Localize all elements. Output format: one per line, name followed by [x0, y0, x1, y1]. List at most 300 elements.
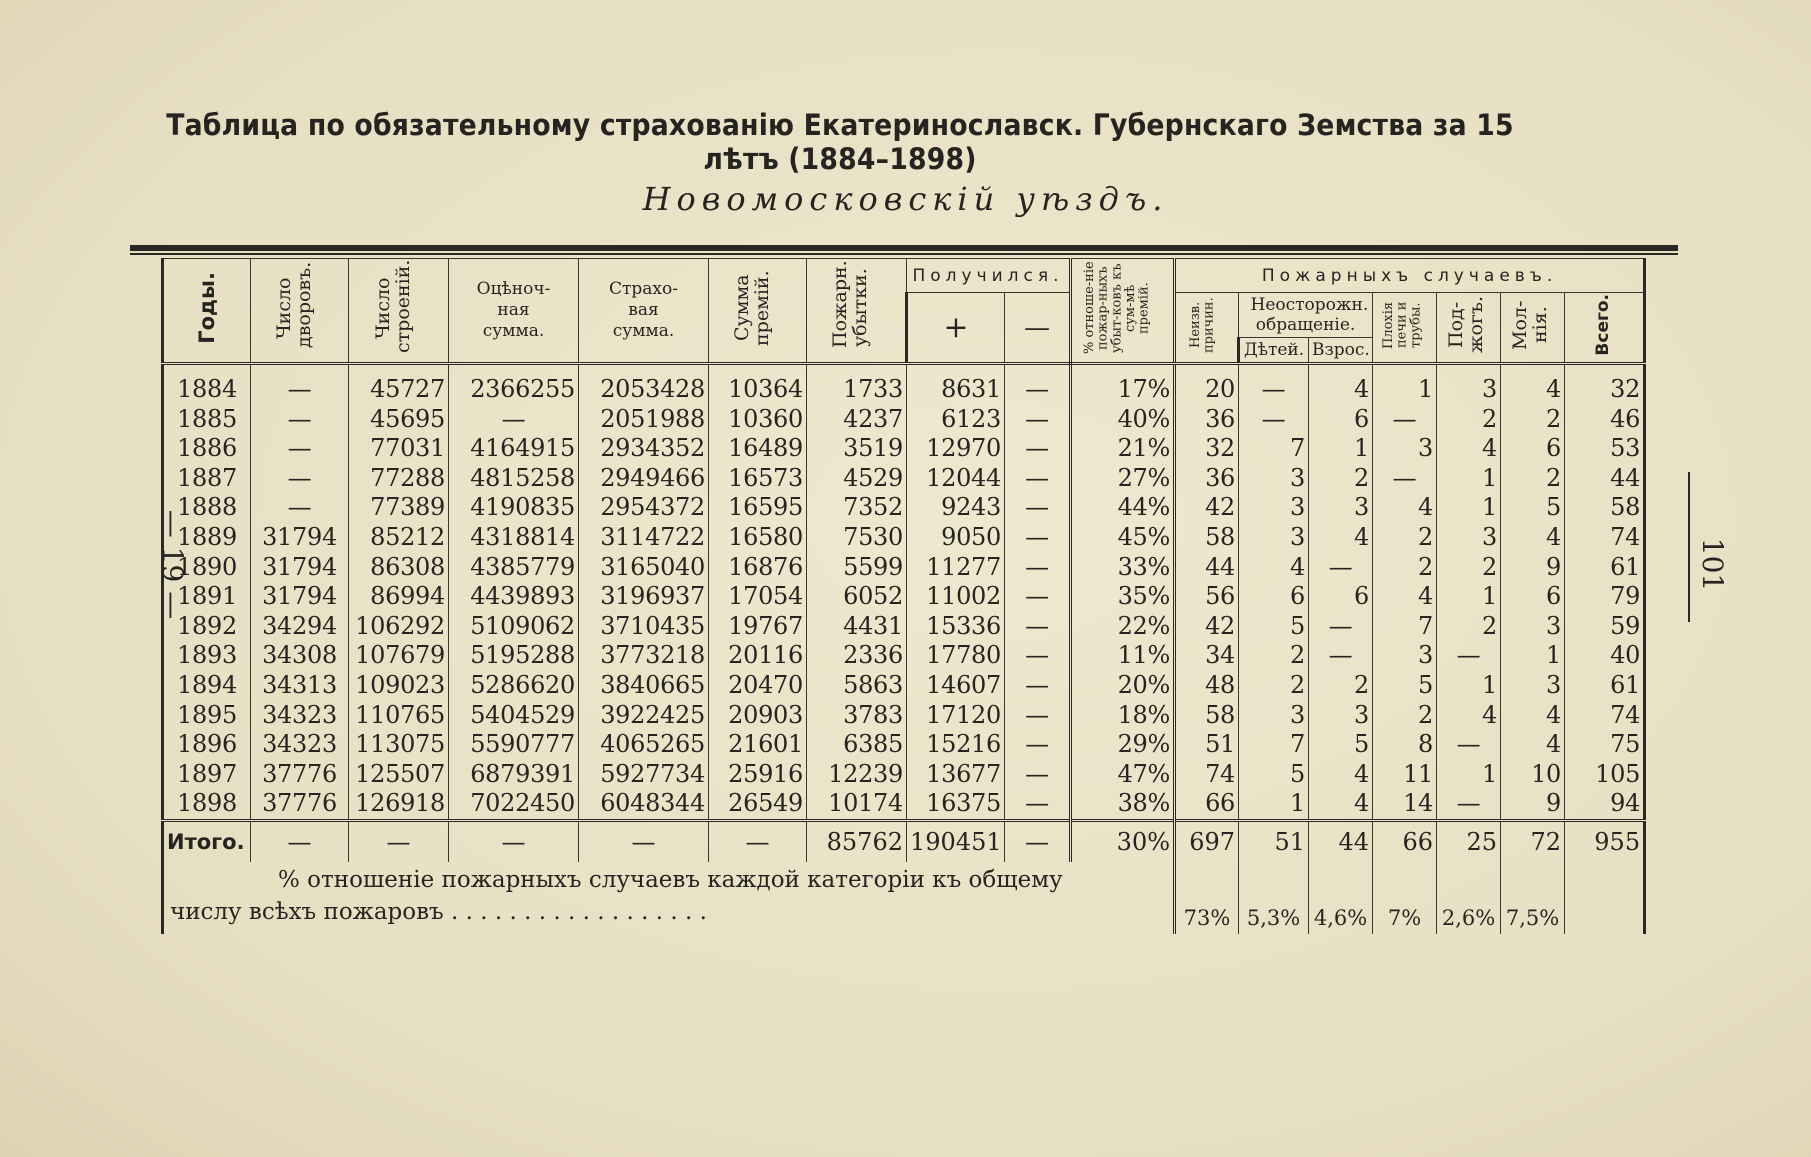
- cell-buildings: 86994: [349, 582, 449, 612]
- cell-premiums: 26549: [709, 789, 807, 820]
- cell-lightning: 3: [1501, 612, 1565, 642]
- cell-valuation: 7022450: [449, 789, 579, 820]
- cell-adults: 4: [1309, 760, 1373, 790]
- header-valuation: Оцѣноч-ная сумма.: [449, 259, 579, 364]
- header-premiums: Сумма премій.: [709, 259, 807, 364]
- header-rule-thick: [130, 245, 1678, 251]
- cell-arson: 1: [1437, 671, 1501, 701]
- cell-total: 46: [1565, 405, 1645, 435]
- cell-minus: —: [1005, 493, 1071, 523]
- cell-stoves: 11: [1373, 760, 1437, 790]
- table-row: [163, 493, 1645, 523]
- cell-households: 34323: [251, 730, 349, 760]
- table-row: [163, 612, 1645, 642]
- cell-arson: 1: [1437, 493, 1501, 523]
- cell-insured: 2954372: [579, 493, 709, 523]
- cell-stoves: —: [1373, 464, 1437, 494]
- cell-stoves: 7: [1373, 612, 1437, 642]
- cell-buildings: 86308: [349, 553, 449, 583]
- header-children: Дѣтей.: [1239, 338, 1309, 364]
- header-plus: +: [907, 293, 1005, 364]
- cell-arson: —: [1437, 789, 1501, 820]
- cell-lightning: 4: [1501, 364, 1565, 405]
- cell-plus: 13677: [907, 760, 1005, 790]
- cell-unknown: 44: [1175, 553, 1239, 583]
- cell-losses: 7352: [807, 493, 907, 523]
- cell-buildings: 107679: [349, 641, 449, 671]
- cell-households: 34308: [251, 641, 349, 671]
- cell-valuation: 4190835: [449, 493, 579, 523]
- cell-insured: 3196937: [579, 582, 709, 612]
- cell-children: 7: [1239, 434, 1309, 464]
- header-households: Число дворовъ.: [251, 259, 349, 364]
- cell-stoves: 5: [1373, 671, 1437, 701]
- total-losses: 85762: [807, 820, 907, 862]
- cell-premiums: 16876: [709, 553, 807, 583]
- footer-note-line2: числу всѣхъ пожаровъ . . . . . . . . . . . . . . . . . .: [170, 898, 707, 925]
- cell-unknown: 66: [1175, 789, 1239, 820]
- cell-insured: 4065265: [579, 730, 709, 760]
- total-unknown: 697: [1175, 820, 1239, 862]
- cell-arson: 4: [1437, 434, 1501, 464]
- cell-ratio: 11%: [1071, 641, 1175, 671]
- cell-lightning: 9: [1501, 553, 1565, 583]
- table-row: [163, 730, 1645, 760]
- cell-plus: 11277: [907, 553, 1005, 583]
- cell-total: 79: [1565, 582, 1645, 612]
- cell-total: 53: [1565, 434, 1645, 464]
- cell-households: —: [251, 364, 349, 405]
- cell-insured: 3710435: [579, 612, 709, 642]
- cell-unknown: 42: [1175, 493, 1239, 523]
- cell-plus: 8631: [907, 364, 1005, 405]
- right-margin-rule: [1688, 472, 1690, 622]
- cell-children: 3: [1239, 464, 1309, 494]
- cell-valuation: 2366255: [449, 364, 579, 405]
- total-label: Итого.: [163, 820, 251, 862]
- cell-unknown: 34: [1175, 641, 1239, 671]
- cell-unknown: 32: [1175, 434, 1239, 464]
- cell-losses: 4431: [807, 612, 907, 642]
- cell-buildings: 45695: [349, 405, 449, 435]
- cell-minus: —: [1005, 582, 1071, 612]
- cell-lightning: 5: [1501, 493, 1565, 523]
- cell-children: 7: [1239, 730, 1309, 760]
- cell-stoves: 2: [1373, 553, 1437, 583]
- cell-valuation: 5404529: [449, 701, 579, 731]
- cell-unknown: 51: [1175, 730, 1239, 760]
- header-insured: Страхо-вая сумма.: [579, 259, 709, 364]
- cell-children: 5: [1239, 760, 1309, 790]
- cell-stoves: —: [1373, 405, 1437, 435]
- cell-unknown: 36: [1175, 405, 1239, 435]
- cell-valuation: 4318814: [449, 523, 579, 553]
- cell-adults: 4: [1309, 523, 1373, 553]
- cell-children: 5: [1239, 612, 1309, 642]
- cell-total: 58: [1565, 493, 1645, 523]
- cell-adults: —: [1309, 612, 1373, 642]
- cell-children: —: [1239, 364, 1309, 405]
- cell-minus: —: [1005, 612, 1071, 642]
- cell-total: 40: [1565, 641, 1645, 671]
- cell-buildings: 77389: [349, 493, 449, 523]
- cell-buildings: 106292: [349, 612, 449, 642]
- total-valuation: —: [449, 820, 579, 862]
- cell-arson: 2: [1437, 612, 1501, 642]
- cell-year: 1890: [163, 553, 251, 583]
- cell-losses: 6052: [807, 582, 907, 612]
- cell-insured: 3840665: [579, 671, 709, 701]
- right-page-number: 101: [1696, 537, 1730, 592]
- cell-minus: —: [1005, 701, 1071, 731]
- cell-valuation: 6879391: [449, 760, 579, 790]
- cell-ratio: 27%: [1071, 464, 1175, 494]
- cell-valuation: 5286620: [449, 671, 579, 701]
- total-lightning: 72: [1501, 820, 1565, 862]
- cell-insured: 3114722: [579, 523, 709, 553]
- cell-ratio: 45%: [1071, 523, 1175, 553]
- cell-premiums: 21601: [709, 730, 807, 760]
- cell-year: 1896: [163, 730, 251, 760]
- cell-lightning: 10: [1501, 760, 1565, 790]
- cell-children: 3: [1239, 493, 1309, 523]
- cell-adults: 1: [1309, 434, 1373, 464]
- cell-plus: 12044: [907, 464, 1005, 494]
- cell-arson: —: [1437, 730, 1501, 760]
- cell-premiums: 16573: [709, 464, 807, 494]
- cell-lightning: 6: [1501, 434, 1565, 464]
- table-row-total: [163, 820, 1645, 862]
- header-result-group: Получился.: [907, 259, 1071, 293]
- table-row: [163, 582, 1645, 612]
- cell-minus: —: [1005, 671, 1071, 701]
- cell-buildings: 85212: [349, 523, 449, 553]
- footer-note: [163, 862, 1175, 934]
- header-rule-thin: [130, 253, 1678, 255]
- cell-buildings: 109023: [349, 671, 449, 701]
- cell-arson: 3: [1437, 364, 1501, 405]
- cell-unknown: 74: [1175, 760, 1239, 790]
- table-row: [163, 760, 1645, 790]
- cell-premiums: 10360: [709, 405, 807, 435]
- cell-valuation: 5195288: [449, 641, 579, 671]
- header-careless-group: Неосторожн. обращеніе.: [1239, 293, 1373, 338]
- cell-losses: 4237: [807, 405, 907, 435]
- cell-plus: 15216: [907, 730, 1005, 760]
- total-insured: —: [579, 820, 709, 862]
- header-total: Всего.: [1565, 293, 1645, 364]
- cell-buildings: 45727: [349, 364, 449, 405]
- cell-year: 1885: [163, 405, 251, 435]
- footer-row: [163, 862, 1645, 934]
- cell-losses: 7530: [807, 523, 907, 553]
- cell-adults: 4: [1309, 364, 1373, 405]
- left-page-number: — 19 —: [156, 509, 190, 620]
- cell-minus: —: [1005, 641, 1071, 671]
- table-row-percent: [163, 862, 1645, 934]
- cell-valuation: 4815258: [449, 464, 579, 494]
- cell-households: 34313: [251, 671, 349, 701]
- cell-losses: 5599: [807, 553, 907, 583]
- cell-premiums: 16580: [709, 523, 807, 553]
- footer-arson: 2,6%: [1437, 862, 1501, 934]
- cell-stoves: 4: [1373, 582, 1437, 612]
- cell-plus: 11002: [907, 582, 1005, 612]
- cell-year: 1892: [163, 612, 251, 642]
- cell-losses: 3519: [807, 434, 907, 464]
- cell-plus: 12970: [907, 434, 1005, 464]
- cell-insured: 2053428: [579, 364, 709, 405]
- total-stoves: 66: [1373, 820, 1437, 862]
- cell-children: 2: [1239, 671, 1309, 701]
- cell-unknown: 42: [1175, 612, 1239, 642]
- cell-households: 37776: [251, 760, 349, 790]
- cell-ratio: 22%: [1071, 612, 1175, 642]
- cell-year: 1887: [163, 464, 251, 494]
- cell-stoves: 8: [1373, 730, 1437, 760]
- cell-unknown: 58: [1175, 701, 1239, 731]
- cell-valuation: 5109062: [449, 612, 579, 642]
- cell-unknown: 48: [1175, 671, 1239, 701]
- cell-year: 1897: [163, 760, 251, 790]
- cell-adults: 4: [1309, 789, 1373, 820]
- cell-total: 59: [1565, 612, 1645, 642]
- total-households: —: [251, 820, 349, 862]
- cell-stoves: 4: [1373, 493, 1437, 523]
- cell-households: 37776: [251, 789, 349, 820]
- cell-ratio: 40%: [1071, 405, 1175, 435]
- cell-plus: 9243: [907, 493, 1005, 523]
- cell-year: 1886: [163, 434, 251, 464]
- cell-buildings: 77031: [349, 434, 449, 464]
- cell-unknown: 56: [1175, 582, 1239, 612]
- header-arson: Под-жогъ.: [1437, 293, 1501, 364]
- cell-year: 1891: [163, 582, 251, 612]
- table-row: [163, 523, 1645, 553]
- cell-insured: 3773218: [579, 641, 709, 671]
- cell-year: 1894: [163, 671, 251, 701]
- cell-year: 1898: [163, 789, 251, 820]
- header-fires-group: Пожарныхъ случаевъ.: [1175, 259, 1645, 293]
- cell-losses: 6385: [807, 730, 907, 760]
- cell-minus: —: [1005, 523, 1071, 553]
- footer-total-blank: [1565, 862, 1645, 934]
- total-minus: —: [1005, 820, 1071, 862]
- cell-lightning: 4: [1501, 523, 1565, 553]
- total-all: 955: [1565, 820, 1645, 862]
- cell-total: 32: [1565, 364, 1645, 405]
- cell-unknown: 20: [1175, 364, 1239, 405]
- cell-minus: —: [1005, 364, 1071, 405]
- cell-unknown: 58: [1175, 523, 1239, 553]
- table-row: [163, 434, 1645, 464]
- cell-insured: 2051988: [579, 405, 709, 435]
- cell-total: 75: [1565, 730, 1645, 760]
- total-premiums: —: [709, 820, 807, 862]
- cell-children: 2: [1239, 641, 1309, 671]
- cell-premiums: 20903: [709, 701, 807, 731]
- cell-valuation: 4164915: [449, 434, 579, 464]
- cell-arson: 4: [1437, 701, 1501, 731]
- cell-households: —: [251, 434, 349, 464]
- cell-insured: 2949466: [579, 464, 709, 494]
- cell-valuation: 4439893: [449, 582, 579, 612]
- cell-stoves: 2: [1373, 701, 1437, 731]
- footer-stoves: 7%: [1373, 862, 1437, 934]
- cell-minus: —: [1005, 760, 1071, 790]
- footer-children: 5,3%: [1239, 862, 1309, 934]
- footer-adults: 4,6%: [1309, 862, 1373, 934]
- cell-lightning: 9: [1501, 789, 1565, 820]
- cell-insured: 3165040: [579, 553, 709, 583]
- cell-arson: —: [1437, 641, 1501, 671]
- table-row: [163, 464, 1645, 494]
- cell-arson: 2: [1437, 553, 1501, 583]
- cell-buildings: 125507: [349, 760, 449, 790]
- cell-valuation: —: [449, 405, 579, 435]
- header-ratio: % отноше-ніе пожар-ныхъ убыт-ковъ къ сум-мѣ премій.: [1071, 259, 1175, 364]
- cell-adults: 5: [1309, 730, 1373, 760]
- cell-ratio: 29%: [1071, 730, 1175, 760]
- header-adults: Взрос.: [1309, 338, 1373, 364]
- cell-households: 31794: [251, 582, 349, 612]
- table-row: [163, 553, 1645, 583]
- cell-year: 1895: [163, 701, 251, 731]
- data-rows: [163, 364, 1645, 821]
- cell-children: 6: [1239, 582, 1309, 612]
- cell-households: —: [251, 464, 349, 494]
- table-row: [163, 641, 1645, 671]
- table-row: [163, 405, 1645, 435]
- cell-ratio: 20%: [1071, 671, 1175, 701]
- footer-unknown: 73%: [1175, 862, 1239, 934]
- table-row: [163, 671, 1645, 701]
- cell-losses: 4529: [807, 464, 907, 494]
- cell-total: 105: [1565, 760, 1645, 790]
- cell-ratio: 38%: [1071, 789, 1175, 820]
- cell-plus: 6123: [907, 405, 1005, 435]
- cell-minus: —: [1005, 434, 1071, 464]
- cell-adults: 6: [1309, 405, 1373, 435]
- cell-losses: 1733: [807, 364, 907, 405]
- footer-note-line1: % отношеніе пожарныхъ случаевъ каждой категоріи къ общему: [278, 866, 1063, 893]
- cell-minus: —: [1005, 789, 1071, 820]
- cell-premiums: 10364: [709, 364, 807, 405]
- cell-lightning: 6: [1501, 582, 1565, 612]
- cell-year: 1893: [163, 641, 251, 671]
- cell-buildings: 126918: [349, 789, 449, 820]
- cell-plus: 16375: [907, 789, 1005, 820]
- cell-adults: 3: [1309, 493, 1373, 523]
- cell-valuation: 4385779: [449, 553, 579, 583]
- cell-adults: 2: [1309, 464, 1373, 494]
- cell-total: 74: [1565, 523, 1645, 553]
- cell-adults: —: [1309, 553, 1373, 583]
- cell-minus: —: [1005, 405, 1071, 435]
- header-buildings: Число строеній.: [349, 259, 449, 364]
- cell-lightning: 4: [1501, 730, 1565, 760]
- cell-year: 1888: [163, 493, 251, 523]
- total-ratio: 30%: [1071, 820, 1175, 862]
- cell-buildings: 113075: [349, 730, 449, 760]
- cell-losses: 12239: [807, 760, 907, 790]
- cell-plus: 15336: [907, 612, 1005, 642]
- cell-stoves: 2: [1373, 523, 1437, 553]
- cell-year: 1889: [163, 523, 251, 553]
- cell-ratio: 33%: [1071, 553, 1175, 583]
- cell-arson: 2: [1437, 405, 1501, 435]
- cell-ratio: 17%: [1071, 364, 1175, 405]
- footer-lightning: 7,5%: [1501, 862, 1565, 934]
- cell-households: 31794: [251, 553, 349, 583]
- cell-plus: 14607: [907, 671, 1005, 701]
- cell-premiums: 16595: [709, 493, 807, 523]
- cell-year: 1884: [163, 364, 251, 405]
- cell-premiums: 17054: [709, 582, 807, 612]
- table-row: [163, 789, 1645, 820]
- cell-insured: 5927734: [579, 760, 709, 790]
- cell-arson: 3: [1437, 523, 1501, 553]
- cell-minus: —: [1005, 464, 1071, 494]
- cell-plus: 9050: [907, 523, 1005, 553]
- page-title: Таблица по обязательному страхованію Екатеринославск. Губернскаго Земства за 15 лѣтъ (1884–1898): [166, 108, 1514, 176]
- cell-ratio: 18%: [1071, 701, 1175, 731]
- cell-valuation: 5590777: [449, 730, 579, 760]
- cell-children: 1: [1239, 789, 1309, 820]
- cell-lightning: 4: [1501, 701, 1565, 731]
- cell-plus: 17780: [907, 641, 1005, 671]
- cell-stoves: 14: [1373, 789, 1437, 820]
- cell-minus: —: [1005, 553, 1071, 583]
- cell-lightning: 2: [1501, 464, 1565, 494]
- cell-total: 74: [1565, 701, 1645, 731]
- table-row: [163, 364, 1645, 405]
- cell-children: 3: [1239, 701, 1309, 731]
- header-unknown: Неизв. причин.: [1175, 293, 1239, 364]
- cell-losses: 10174: [807, 789, 907, 820]
- cell-lightning: 2: [1501, 405, 1565, 435]
- cell-households: —: [251, 405, 349, 435]
- header-minus: —: [1005, 293, 1071, 364]
- cell-losses: 5863: [807, 671, 907, 701]
- total-plus: 190451: [907, 820, 1005, 862]
- cell-premiums: 20116: [709, 641, 807, 671]
- total-arson: 25: [1437, 820, 1501, 862]
- cell-ratio: 21%: [1071, 434, 1175, 464]
- cell-minus: —: [1005, 730, 1071, 760]
- cell-arson: 1: [1437, 464, 1501, 494]
- cell-premiums: 20470: [709, 671, 807, 701]
- cell-adults: 6: [1309, 582, 1373, 612]
- cell-adults: —: [1309, 641, 1373, 671]
- cell-total: 44: [1565, 464, 1645, 494]
- table-row: [163, 701, 1645, 731]
- cell-lightning: 3: [1501, 671, 1565, 701]
- cell-stoves: 3: [1373, 434, 1437, 464]
- cell-insured: 6048344: [579, 789, 709, 820]
- cell-adults: 2: [1309, 671, 1373, 701]
- cell-unknown: 36: [1175, 464, 1239, 494]
- cell-adults: 3: [1309, 701, 1373, 731]
- cell-premiums: 19767: [709, 612, 807, 642]
- cell-lightning: 1: [1501, 641, 1565, 671]
- cell-stoves: 3: [1373, 641, 1437, 671]
- cell-stoves: 1: [1373, 364, 1437, 405]
- cell-losses: 2336: [807, 641, 907, 671]
- cell-children: 4: [1239, 553, 1309, 583]
- insurance-table: [161, 258, 1646, 934]
- header-fire-losses: Пожарн. убытки.: [807, 259, 907, 364]
